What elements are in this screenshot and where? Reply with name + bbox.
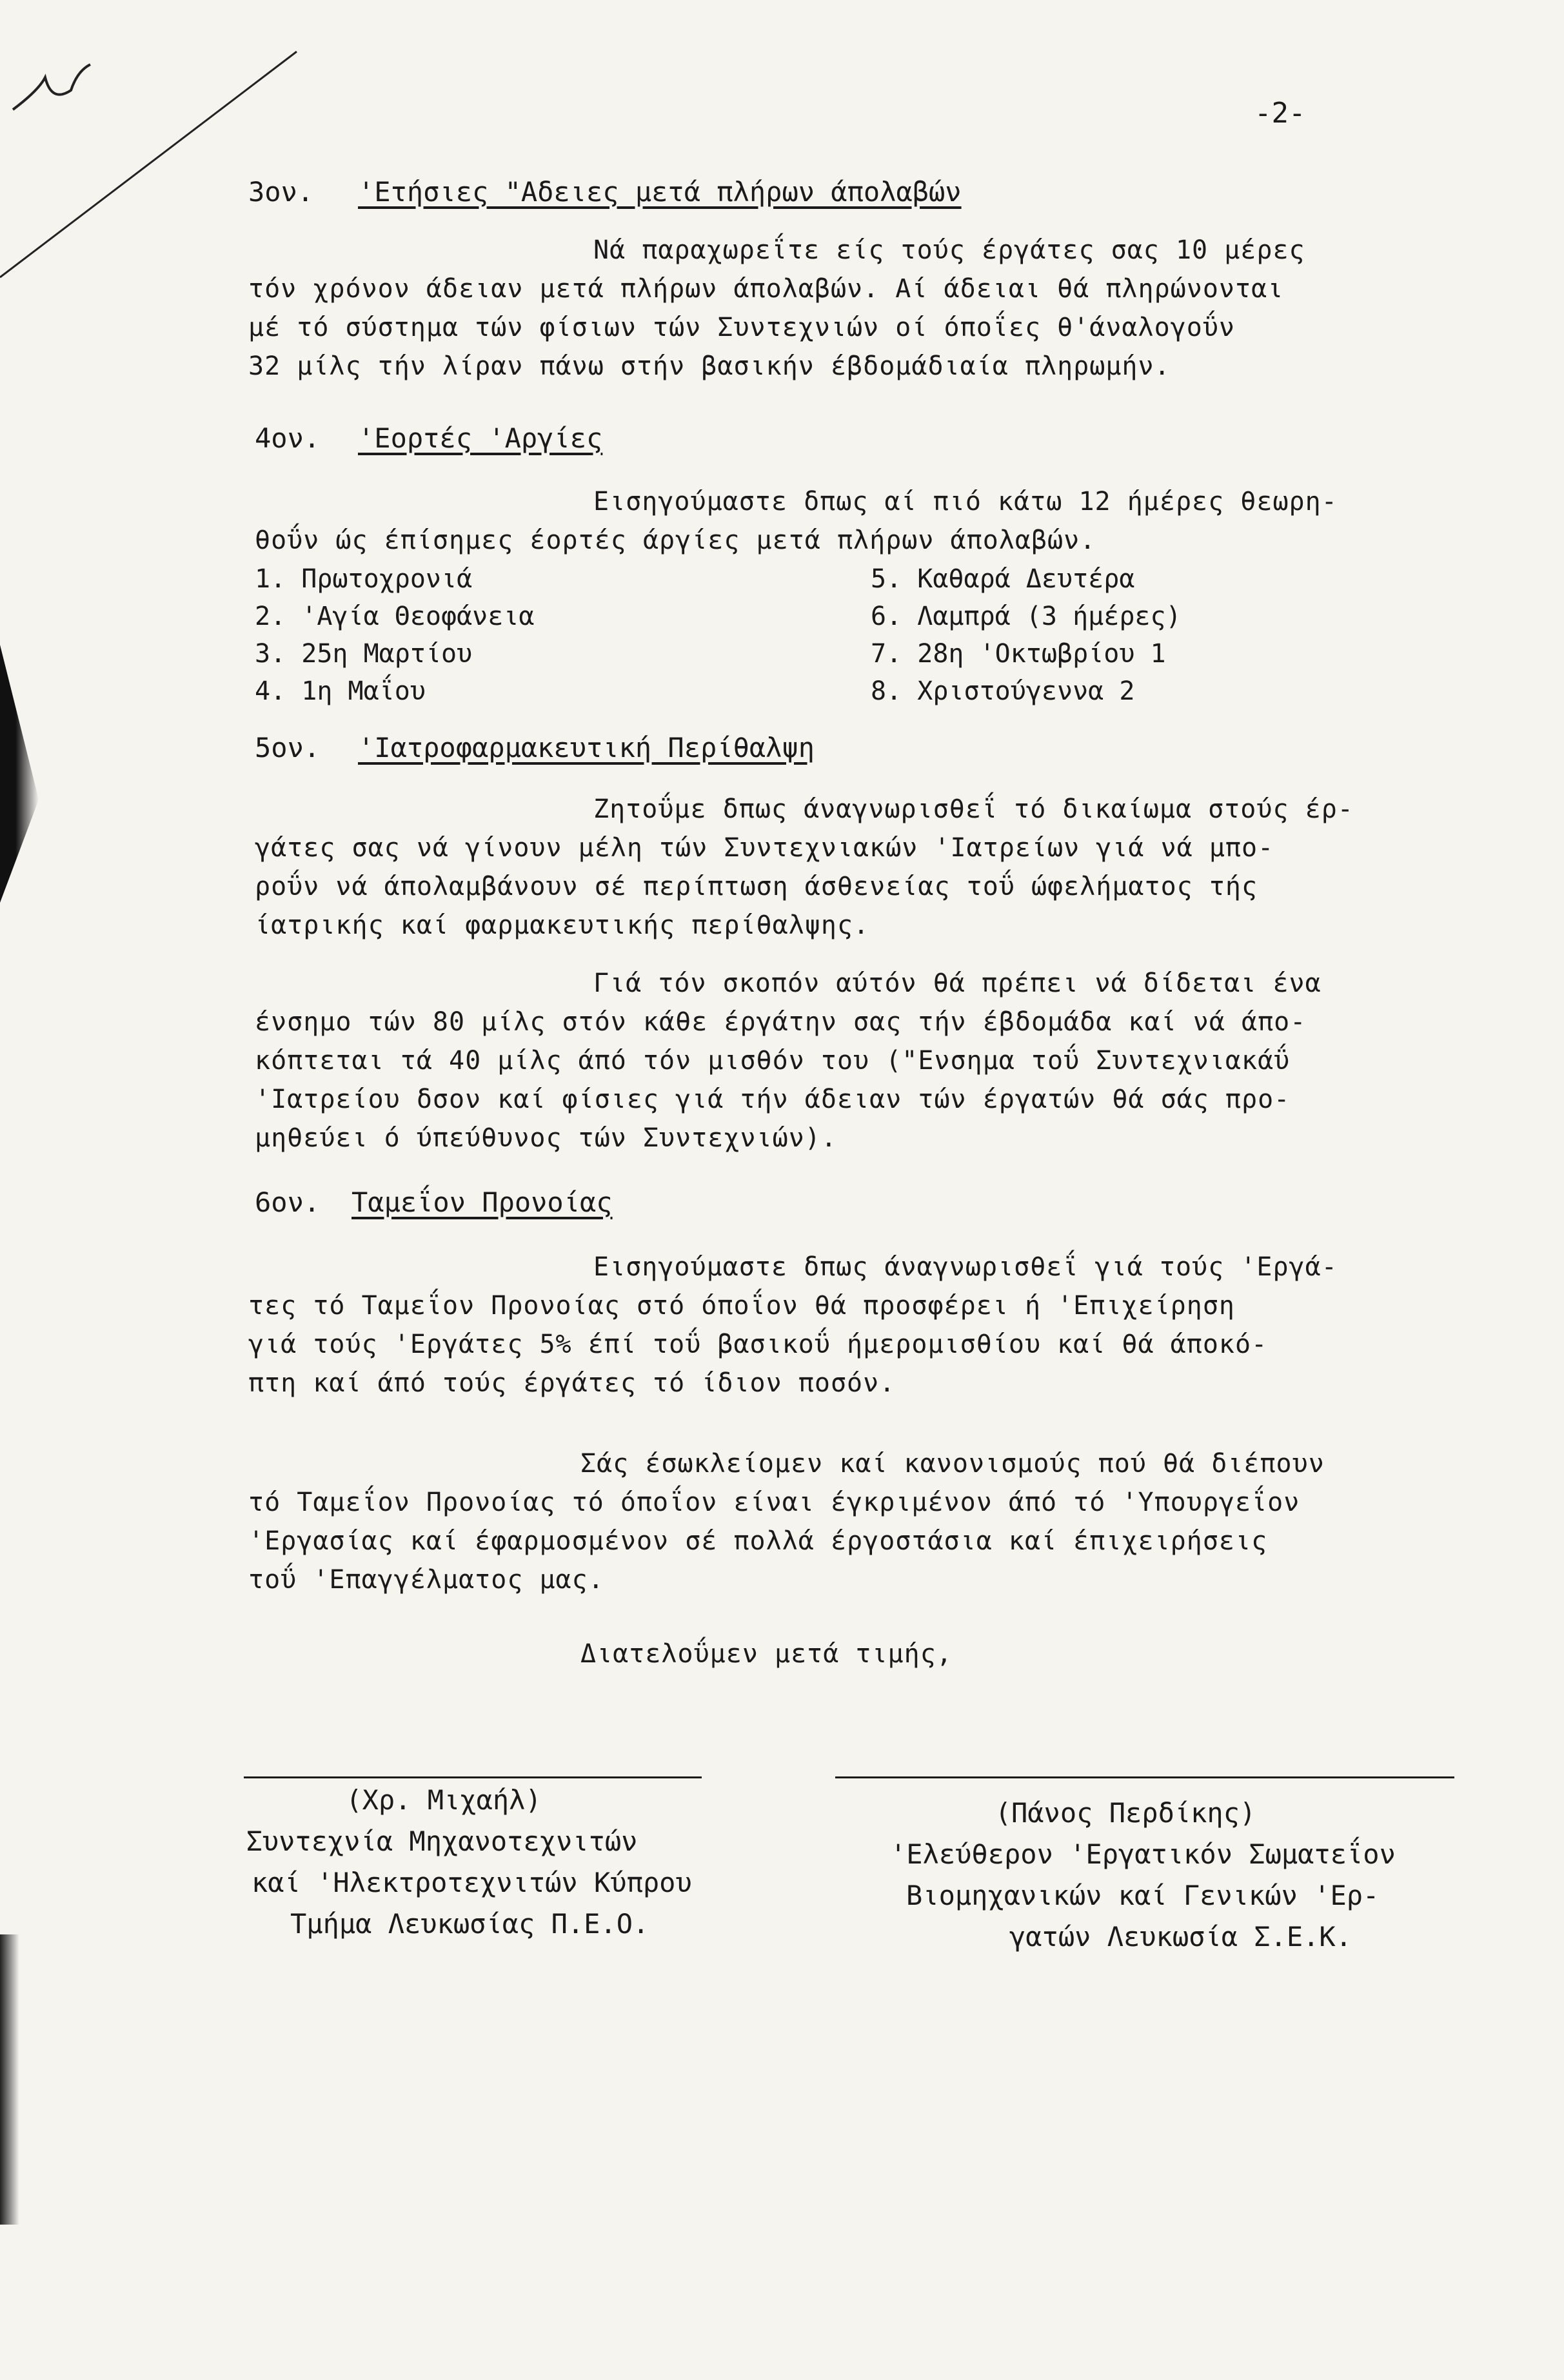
signature-left-line-4: Τμήμα Λευκωσίας Π.Ε.Ο. bbox=[290, 1908, 649, 1940]
section-5-p2-line-5: μηθεύει ό ύπεύθυνος τών Συντεχνιών). bbox=[255, 1123, 837, 1153]
section-4-line-1: Εισηγούμαστε δπως αί πιό κάτω 12 ήμέρες θεωρη- bbox=[593, 487, 1338, 516]
section-6-p2-line-1: Σάς έσωκλείομεν καί κανονισμούς πού θά διέπουν bbox=[580, 1449, 1325, 1479]
section-5-title: 'Ιατροφαρμακευτική Περίθαλψη bbox=[358, 732, 815, 763]
section-6-p2-line-4: τοΰ 'Επαγγέλματος μας. bbox=[248, 1565, 604, 1595]
binding-shadow-upper bbox=[0, 645, 39, 903]
holiday-item-3: 3. 25η Μαρτίου bbox=[255, 639, 473, 669]
signature-left-name: (Χρ. Μιχαήλ) bbox=[346, 1784, 542, 1816]
section-5-p2-line-4: 'Ιατρείου δσον καί φίσιες γιά τήν άδειαν τών έργατών θά σάς προ- bbox=[255, 1085, 1291, 1114]
signature-rule-right bbox=[835, 1776, 1454, 1778]
section-5-p1-line-3: ροΰν νά άπολαμβάνουν σέ περίπτωση άσθενείας τοΰ ώφελήματος τής bbox=[255, 872, 1258, 901]
section-5-p1-line-4: ίατρικής καί φαρμακευτικής περίθαλψης. bbox=[255, 910, 870, 940]
section-3-line-3: μέ τό σύστημα τών φίσιων τών Συντεχνιών οί όποΐες θ'άναλογοΰν bbox=[248, 313, 1236, 342]
section-5-p1-line-2: γάτες σας νά γίνουν μέλη τών Συντεχνιακών 'Ιατρείων γιά νά μπο- bbox=[255, 833, 1274, 863]
binding-shadow-lower bbox=[0, 1934, 19, 2225]
holiday-item-5: 5. Καθαρά Δευτέρα bbox=[871, 564, 1135, 594]
section-4-number: 4ον. bbox=[255, 422, 321, 454]
section-6-p1-line-4: πτη καί άπό τούς έργάτες τό ίδιον ποσόν. bbox=[248, 1368, 896, 1398]
section-3-number: 3ον. bbox=[248, 176, 314, 208]
section-5-p1-line-1: Ζητοΰμε δπως άναγνωρισθεΐ τό δικαίωμα στούς έρ- bbox=[593, 794, 1354, 824]
signature-left-line-2: Συντεχνία Μηχανοτεχνιτών bbox=[246, 1825, 638, 1857]
section-6-p1-line-3: γιά τούς 'Εργάτες 5% έπί τοΰ βασικοΰ ήμερομισθίου καί θά άποκό- bbox=[248, 1330, 1268, 1359]
section-6-p1-line-1: Εισηγούμαστε δπως άναγνωρισθεΐ γιά τούς 'Εργά- bbox=[593, 1252, 1338, 1282]
section-5-number: 5ον. bbox=[255, 732, 321, 763]
signature-rule-left bbox=[244, 1776, 702, 1778]
diagonal-stroke bbox=[0, 52, 297, 277]
holiday-item-1: 1. Πρωτοχρονιά bbox=[255, 564, 473, 594]
page-number: -2- bbox=[1254, 97, 1306, 130]
section-6-title: Ταμεΐον Προνοίας bbox=[351, 1186, 613, 1218]
closing-phrase: Διατελοΰμεν μετά τιμής, bbox=[580, 1639, 953, 1669]
section-6-p2-line-3: 'Εργασίας καί έφαρμοσμένον σέ πολλά έργοστάσια καί έπιχειρήσεις bbox=[248, 1526, 1268, 1556]
section-6-p1-line-2: τες τό Ταμεΐον Προνοίας στό όποΐον θά προσφέρει ή 'Επιχείρηση bbox=[248, 1291, 1236, 1321]
section-5-p2-line-2: ένσημο τών 80 μίλς στόν κάθε έργάτην σας τήν έβδομάδα καί νά άπο- bbox=[255, 1007, 1307, 1037]
section-3-line-2: τόν χρόνον άδειαν μετά πλήρων άπολαβών. Αί άδειαι θά πληρώνονται bbox=[248, 274, 1284, 304]
section-6-number: 6ον. bbox=[255, 1186, 321, 1218]
margin-mark-graphic bbox=[0, 0, 310, 310]
signature-right-name: (Πάνος Περδίκης) bbox=[995, 1797, 1256, 1829]
section-3-line-4: 32 μίλς τήν λίραν πάνω στήν βασικήν έβδομάδιαία πληρωμήν. bbox=[248, 351, 1171, 381]
section-5-p2-line-1: Γιά τόν σκοπόν αύτόν θά πρέπει νά δίδεται ένα bbox=[593, 969, 1321, 998]
section-5-p2-line-3: κόπτεται τά 40 μίλς άπό τόν μισθόν του ("Ενσημα τοΰ Συντεχνιακάΰ bbox=[255, 1046, 1291, 1076]
section-3-line-1: Νά παραχωρεΐτε είς τούς έργάτες σας 10 μέρες bbox=[593, 235, 1305, 265]
holiday-item-8: 8. Χριστούγεννα 2 bbox=[871, 676, 1135, 706]
signature-right-line-2: 'Ελεύθερον 'Εργατικόν Σωματεΐον bbox=[890, 1838, 1396, 1870]
holiday-item-6: 6. Λαμπρά (3 ήμέρες) bbox=[871, 602, 1182, 631]
holiday-item-7: 7. 28η 'Οκτωβρίου 1 bbox=[871, 639, 1166, 669]
section-3-title: 'Ετήσιες "Αδειες μετά πλήρων άπολαβών bbox=[358, 176, 962, 208]
signature-right-line-3: Βιομηχανικών καί Γενικών 'Ερ- bbox=[906, 1880, 1380, 1911]
holiday-item-4: 4. 1η Μαΐου bbox=[255, 676, 426, 706]
section-4-title: 'Εορτές 'Αργίες bbox=[358, 422, 603, 454]
scribble-mark bbox=[13, 64, 90, 110]
section-4-line-2: θοΰν ώς έπίσημες έορτές άργίες μετά πλήρων άπολαβών. bbox=[255, 526, 1096, 555]
signature-left-line-3: καί 'Ηλεκτροτεχνιτών Κύπρου bbox=[252, 1867, 692, 1898]
section-6-p2-line-2: τό Ταμεΐον Προνοίας τό όποΐον είναι έγκριμένον άπό τό 'Υπουργεΐον bbox=[248, 1488, 1300, 1517]
holiday-item-2: 2. 'Αγία Θεοφάνεια bbox=[255, 602, 535, 631]
signature-right-line-4: γατών Λευκωσία Σ.Ε.Κ. bbox=[1009, 1921, 1352, 1952]
